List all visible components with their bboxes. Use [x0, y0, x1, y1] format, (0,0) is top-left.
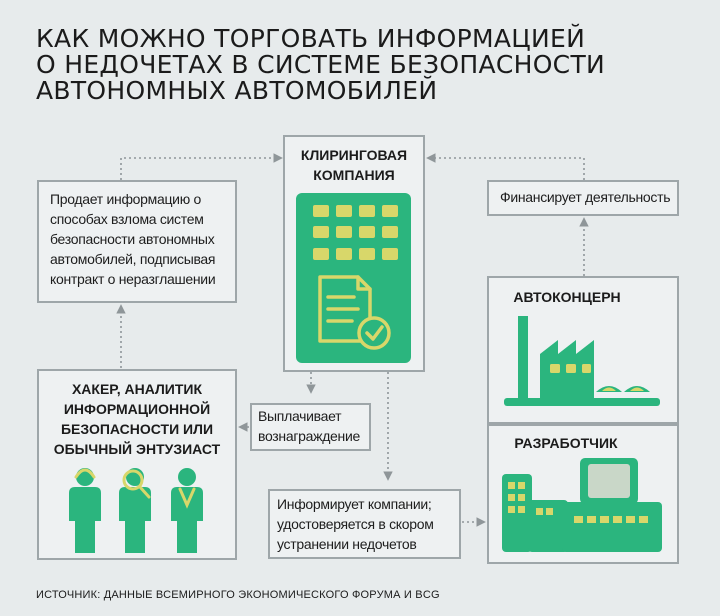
reward-text: Выплачивает вознаграждение	[258, 408, 360, 444]
title-line-2: О НЕДОЧЕТАХ В СИСТЕМЕ БЕЗОПАСНОСТИ	[36, 50, 606, 79]
funds-text: Финансирует деятельность	[500, 189, 671, 205]
factory-icon	[504, 310, 664, 412]
title-line-3: АВТОНОМНЫХ АВТОМОБИЛЕЙ	[36, 76, 438, 105]
source-note: ИСТОЧНИК: ДАННЫЕ ВСЕМИРНОГО ЭКОНОМИЧЕСКОГО ФОРУМА И BCG	[36, 589, 440, 601]
workstation-icon	[502, 458, 662, 558]
arrow-funds-to-clearing	[428, 158, 584, 180]
automaker-label: АВТОКОНЦЕРН	[513, 289, 621, 305]
title-line-1: КАК МОЖНО ТОРГОВАТЬ ИНФОРМАЦИЕЙ	[36, 24, 586, 53]
arrow-sells-to-clearing	[121, 158, 281, 180]
sells-info-text: Продает информацию о способах взлома систем безопасности автономных автомобилей, подписывая контракт о неразглашении	[50, 191, 216, 287]
clearing-company-label: КЛИРИНГОВАЯ КОМПАНИЯ	[300, 147, 408, 183]
hacker-label: ХАКЕР, АНАЛИТИК ИНФОРМАЦИОННОЙ БЕЗОПАСНОСТИ ИЛИ ОБЫЧНЫЙ ЭНТУЗИАСТ	[53, 381, 221, 457]
inform-text: Информирует компании; удостоверяется в скором устранении недочетов	[277, 496, 434, 552]
building-icon	[296, 193, 411, 363]
people-icon	[63, 467, 213, 555]
developer-label: РАЗРАБОТЧИК	[514, 435, 618, 451]
